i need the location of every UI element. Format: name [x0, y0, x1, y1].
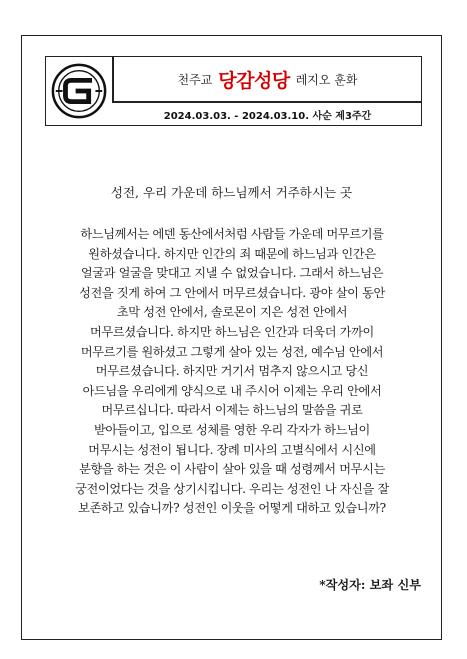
article-line: 원하셨습니다. 하지만 인간의 죄 때문에 하느님과 인간은: [88, 246, 376, 261]
header-title: [114, 57, 421, 101]
article-line: 보존하고 있습니까? 성전인 이웃을 어떻게 대하고 있습니까?: [78, 501, 386, 516]
article-line: 얼굴과 얼굴을 맞대고 지낼 수 없었습니다. 그래서 하느님은: [80, 266, 384, 281]
article-title: 성전, 우리 가운데 하느님께서 거주하시는 곳: [110, 185, 353, 200]
church-emblem-icon: [50, 62, 108, 120]
header-box: [45, 56, 422, 126]
article-line: 궁전이었다는 것을 상기시킵니다. 우리는 성전인 나 자신을 잘: [75, 481, 389, 496]
header-prefix: 천주교: [177, 72, 213, 87]
article-body: [40, 225, 424, 519]
date-range: 2024.03.03. - 2024.03.10. 사순 제3주간: [163, 110, 372, 122]
article-line: 머무시는 성전이 됩니다. 장례 미사의 고별식에서 시신에: [88, 442, 376, 457]
article-line: 분향을 하는 것은 이 사람이 살아 있을 때 성령께서 머무시는: [79, 462, 385, 477]
article-line: 머무르십니다. 따라서 이제는 하느님의 말씀을 귀로: [101, 403, 363, 418]
article-line: 머무르기를 원하셨고 그렇게 살아 있는 성전, 예수님 안에서: [80, 344, 384, 359]
bulletin-type: 레지오 훈화: [295, 72, 358, 87]
article-line: 머무르셨습니다. 하지만 거기서 멈추지 않으시고 당신: [95, 364, 369, 379]
article-line: 아드님을 우리에게 양식으로 내 주시어 이제는 우리 안에서: [82, 383, 382, 398]
article-line: 성전을 짓게 하여 그 안에서 머무르셨습니다. 광야 살이 동안: [79, 285, 385, 300]
church-name: 당감성당: [218, 69, 290, 92]
article-line: 받아들이고, 입으로 성체를 영한 우리 각자가 하느님이: [94, 422, 370, 437]
article-line: 초막 성전 안에서, 솔로몬이 지은 성전 안에서: [116, 305, 348, 320]
article-author: *작성자: 보좌 신부: [319, 578, 421, 592]
article-line: 하느님께서는 에덴 동산에서처럼 사람들 가운데 머무르기를: [80, 227, 384, 241]
article-line: 머무르셨습니다. 하지만 하느님은 인간과 더욱더 가까이: [90, 324, 374, 339]
